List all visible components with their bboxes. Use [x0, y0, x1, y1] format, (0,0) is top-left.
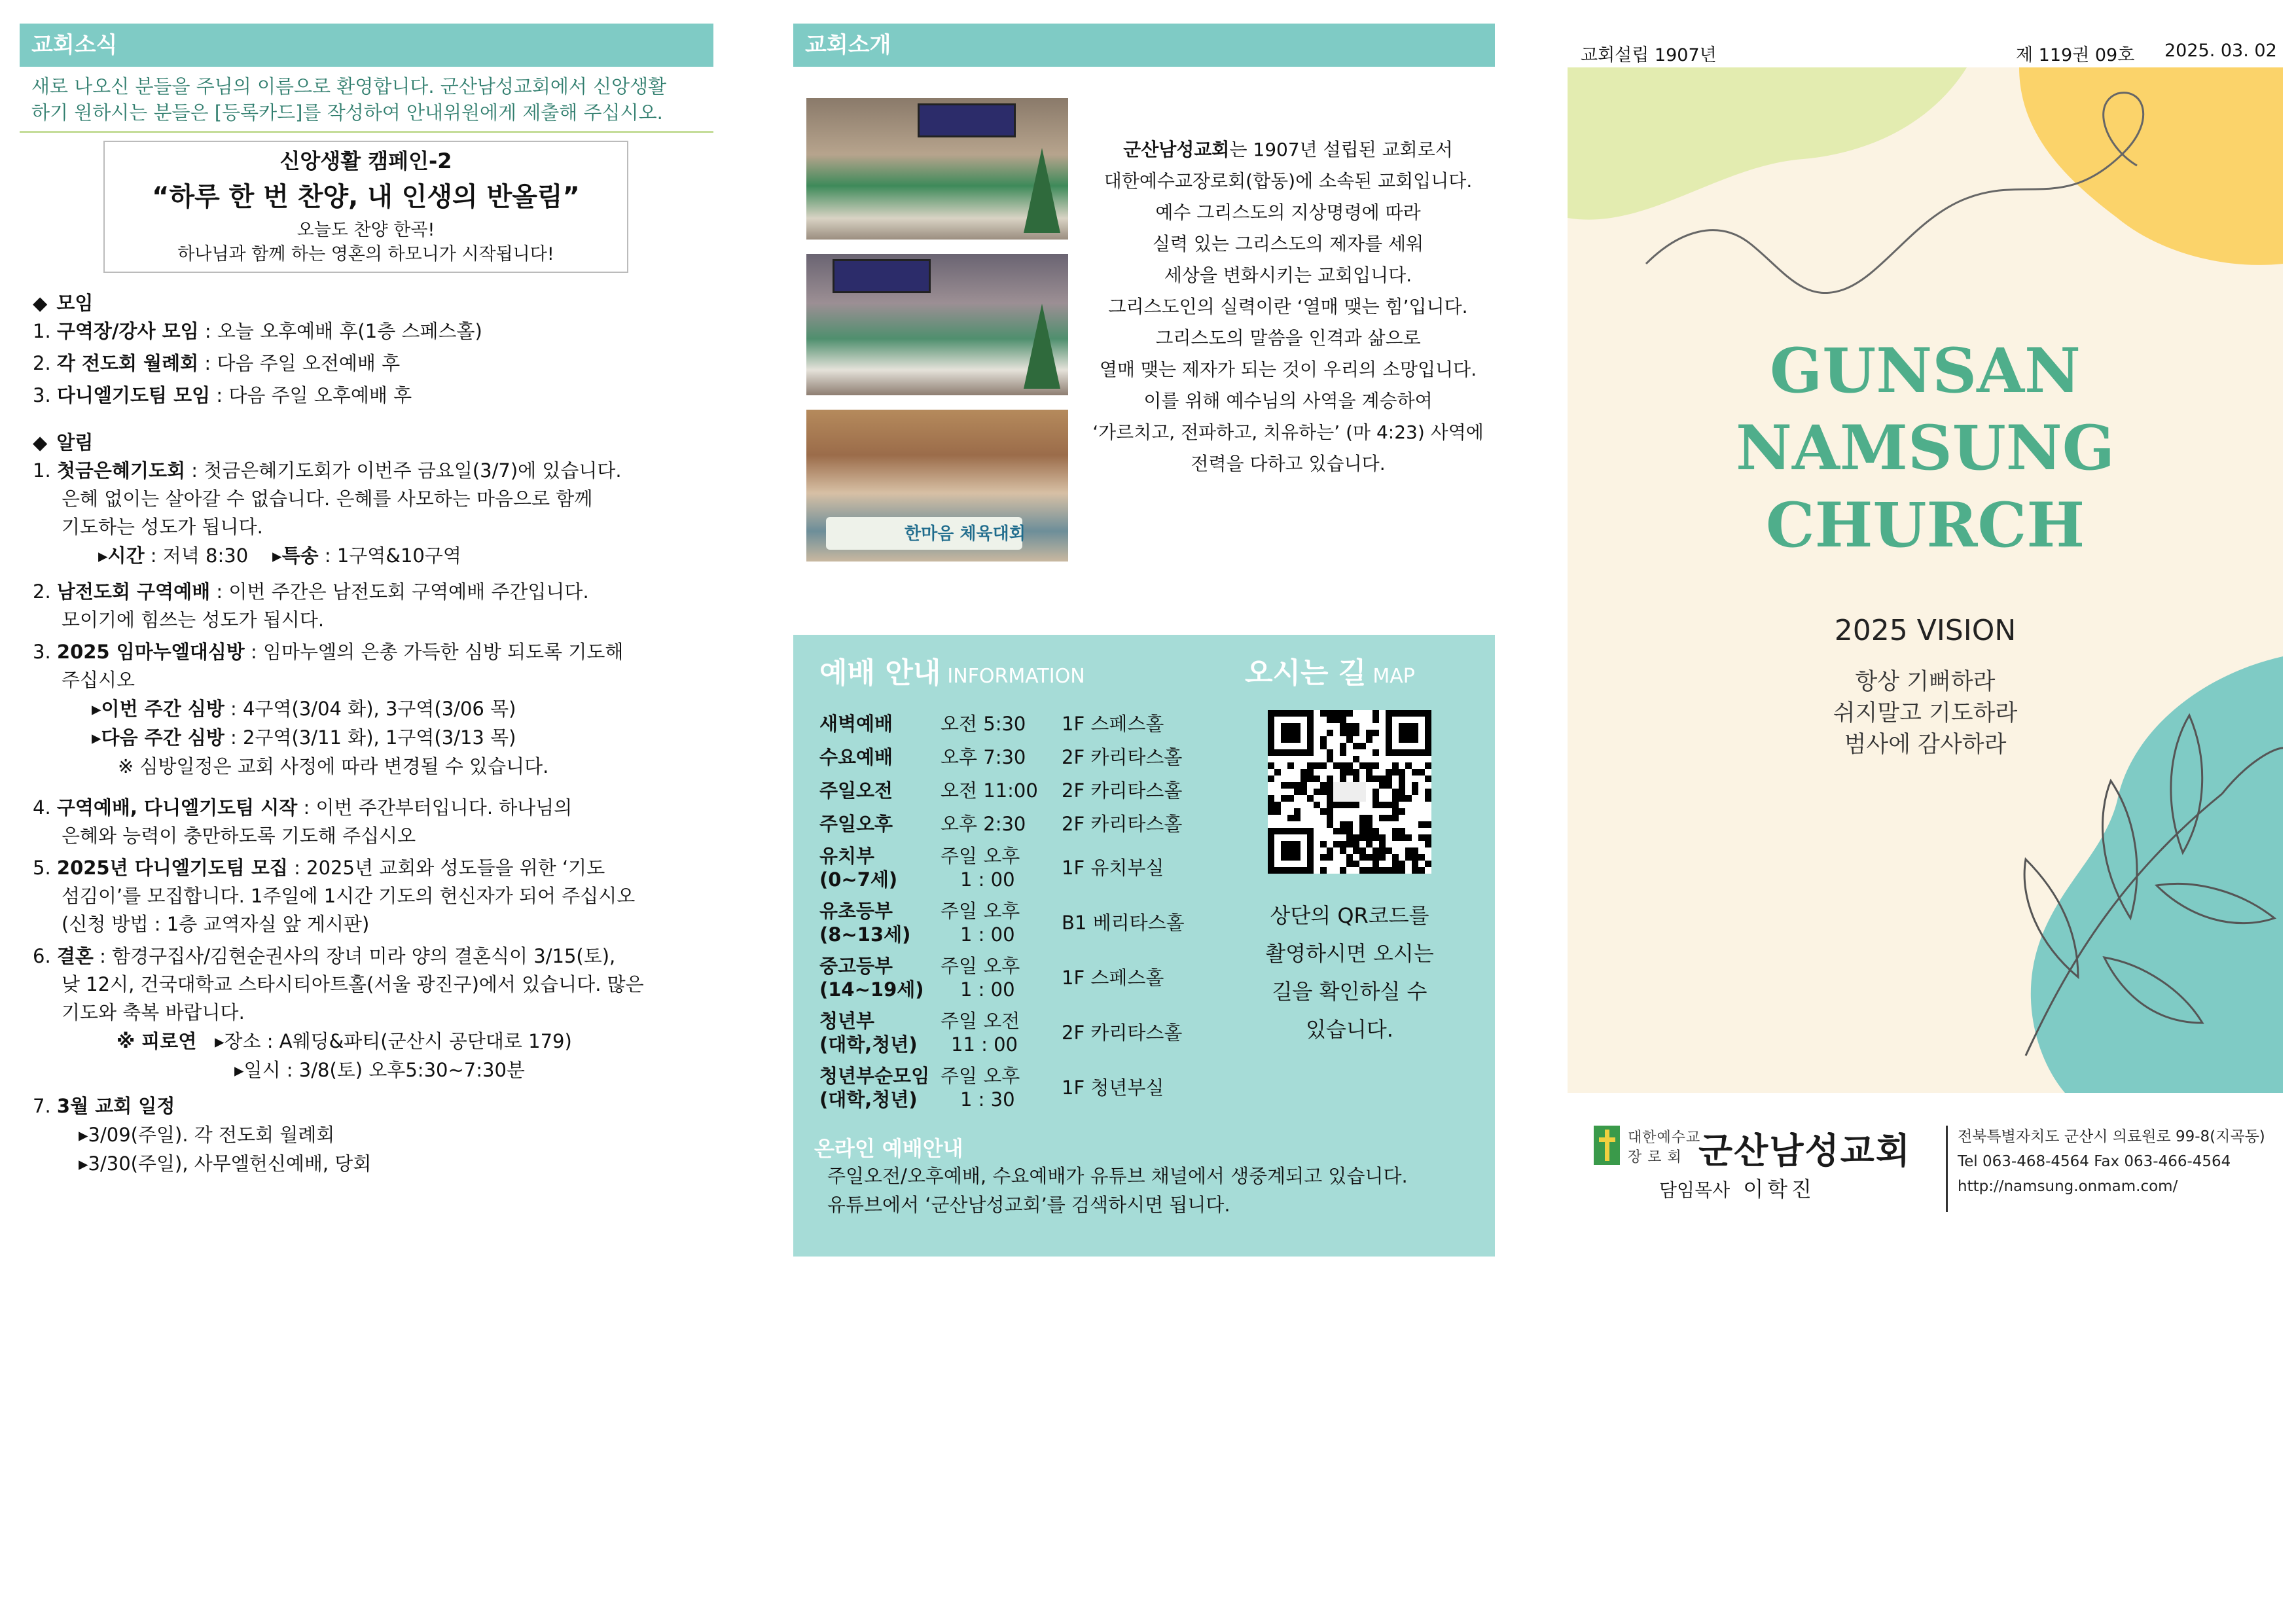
service-table: [819, 707, 1212, 1115]
item-text: 낮 12시, 건국대학교 스타시티아트홀(서울 광진구)에서 있습니다. 많은: [62, 973, 644, 995]
item-number: 2.: [33, 580, 51, 603]
item-label: 첫금은혜기도회: [56, 459, 185, 482]
heading-label: 알림: [56, 431, 94, 454]
item-text: 은혜와 능력이 충만하도록 기도해 주십시오: [62, 825, 416, 847]
news-column: [20, 0, 713, 1178]
memo-text: ▸장소 : A웨딩&파티(군산시 공단대로 179): [215, 1030, 572, 1052]
pastor-label: 담임목사: [1659, 1179, 1731, 1201]
name-line: (14~19세): [819, 978, 924, 1001]
service-name: [819, 954, 941, 1001]
item-number: 6.: [33, 945, 51, 967]
item-label: 결혼: [56, 945, 94, 967]
photo-gallery: [806, 98, 1068, 576]
time-line: 1 : 00: [960, 978, 1015, 1001]
time-line: 주일 오후: [941, 1065, 1020, 1087]
campaign-box: [103, 141, 628, 273]
notice-item: [33, 1092, 713, 1120]
service-place: 2F 카리타스홀: [1062, 1022, 1183, 1044]
title-line: CHURCH: [1765, 490, 2085, 562]
cover-title: [1568, 332, 2283, 564]
church-footer: [1568, 1113, 2283, 1217]
notice-item: [33, 578, 713, 634]
service-row: [819, 740, 1212, 774]
time-line: 1 : 30: [960, 1088, 1015, 1111]
item-label: 3월 교회 일정: [56, 1095, 175, 1117]
pastor-name: 이학진: [1743, 1177, 1816, 1202]
screen-shape: [833, 259, 931, 293]
notices-heading: [33, 429, 713, 455]
info-panel: [793, 635, 1495, 1257]
service-row: [819, 807, 1212, 840]
meeting-item: [33, 349, 713, 378]
online-heading: 온라인 예배안내: [814, 1136, 963, 1161]
verse-line: 쉬지말고 기도하라: [1833, 700, 2018, 726]
service-time: 오후 2:30: [941, 812, 1026, 835]
about-line: 세상을 변화시키는 교회입니다.: [1164, 264, 1412, 286]
campaign-title: “하루 한 번 찬양, 내 인생의 반올림”: [152, 182, 580, 212]
about-line: 실력 있는 그리스도의 제자를 세워: [1152, 233, 1424, 255]
sub-label: ▸이번 주간 심방: [92, 698, 224, 720]
notice-sub: [33, 723, 713, 752]
meeting-item: [33, 382, 713, 410]
decorative-shapes: [1568, 67, 2283, 1093]
welcome-line: 하기 원하시는 분들은 [등록카드]를 작성하여 안내위원에게 제출해 주십시오.: [31, 101, 663, 124]
item-text: 모이기에 힘쓰는 성도가 됩시다.: [62, 609, 325, 631]
banner-text: 한마음 체육대회: [905, 524, 1026, 544]
service-place: 1F 유치부실: [1062, 857, 1164, 879]
item-text: : 이번 주간부터입니다. 하나님의: [297, 796, 573, 819]
notice-item: [33, 457, 713, 541]
performance-photo: [806, 254, 1068, 395]
contact-info: [1958, 1124, 2265, 1199]
name-line: 중고등부: [819, 955, 893, 977]
church-name: 군산남성교회: [1123, 139, 1230, 160]
denomination-line: 대한예수교: [1628, 1130, 1701, 1146]
meeting-item: [33, 317, 713, 346]
service-name: 새벽예배: [819, 712, 893, 735]
service-name: 주일오전: [819, 779, 893, 802]
notice-sub: [33, 694, 713, 723]
item-text: (신청 방법 : 1층 교역자실 앞 게시판): [62, 913, 370, 935]
choir-photo: [806, 98, 1068, 240]
service-row: [819, 774, 1212, 807]
about-line: 전력을 다하고 있습니다.: [1191, 453, 1386, 474]
map-qr-code[interactable]: [1268, 710, 1431, 874]
about-line: 예수 그리스도의 지상명령에 따라: [1155, 202, 1421, 223]
about-line: [1081, 134, 1495, 166]
caption-line: 길을 확인하실 수: [1272, 979, 1427, 1004]
phone-text: Tel 063-468-4564 Fax 063-466-4564: [1958, 1153, 2231, 1170]
service-name: [819, 844, 941, 891]
denomination-label: [1628, 1128, 1700, 1168]
notice-note: ※ 심방일정은 교회 사정에 따라 변경될 수 있습니다.: [118, 755, 549, 777]
campaign-line: 오늘도 찬양 한곡!: [296, 220, 435, 240]
welcome-text: [20, 73, 713, 126]
qr-caption: [1245, 897, 1454, 1048]
item-label: 2025 임마누엘대심방: [56, 641, 245, 663]
date-label: 2025. 03. 02: [2164, 41, 2277, 61]
about-line: 이를 위해 예수님의 사역을 계승하여: [1143, 390, 1433, 412]
info-title: 예배 안내: [819, 656, 941, 690]
item-text: : 오늘 오후예배 후(1층 스페스홀): [198, 320, 482, 342]
notice-sub: [33, 541, 713, 570]
service-name: [819, 1064, 941, 1111]
name-line: 청년부순모임: [819, 1065, 930, 1087]
service-time: [941, 844, 1062, 891]
sub-text: : 1구역&10구역: [318, 544, 461, 567]
sub-label: ▸시간: [98, 544, 145, 567]
issue-label: 제 119권 09호: [2016, 45, 2135, 65]
title-line: NAMSUNG: [1736, 412, 2115, 484]
map-heading: [1245, 649, 1415, 691]
item-label: 구역예배, 다니엘기도팀 시작: [56, 796, 298, 819]
name-line: (대학,청년): [819, 1033, 918, 1056]
heading-label: 모임: [56, 292, 94, 314]
reception-memo: [33, 1027, 713, 1056]
campaign-line: 하나님과 함께 하는 영혼의 하모니가 시작됩니다!: [177, 244, 554, 264]
sub-label: ▸다음 주간 심방: [92, 726, 224, 749]
campaign-subtitle: 신앙생활 캠페인-2: [279, 149, 452, 173]
item-text: : 2025년 교회와 성도들을 위한 ‘기도: [287, 857, 605, 879]
service-time: 오후 7:30: [941, 745, 1026, 768]
item-text: 기도와 축복 바랍니다.: [62, 1001, 245, 1024]
item-text: 기도하는 성도가 됩니다.: [62, 516, 263, 538]
service-place: 2F 카리타스홀: [1062, 745, 1183, 768]
item-number: 5.: [33, 857, 51, 879]
tree-shape: [1024, 304, 1060, 389]
time-line: 11 : 00: [951, 1033, 1018, 1056]
time-line: 1 : 00: [960, 868, 1015, 891]
notice-item: [33, 794, 713, 850]
item-text: : 다음 주일 오전예배 후: [198, 352, 401, 374]
notice-item: [33, 942, 713, 1027]
cross-logo-icon: [1594, 1126, 1620, 1165]
memo-label: ※ 피로연: [117, 1030, 197, 1052]
service-name: 수요예배: [819, 745, 893, 768]
online-line: 유튜브에서 ‘군산남성교회’를 검색하시면 됩니다.: [827, 1194, 1230, 1216]
name-line: (대학,청년): [819, 1088, 918, 1111]
service-time: 오전 5:30: [941, 712, 1026, 735]
item-text: : 첫금은혜기도회가 이번주 금요일(3/7)에 있습니다.: [185, 459, 622, 482]
map-title: 오시는 길: [1245, 656, 1367, 690]
item-number: 7.: [33, 1095, 51, 1117]
service-time: 오전 11:00: [941, 779, 1038, 802]
item-number: 3.: [33, 641, 51, 663]
item-text: 은혜 없이는 살아갈 수 없습니다. 은혜를 사모하는 마음으로 함께: [62, 488, 593, 510]
verse-line: 범사에 감사하라: [1844, 732, 2007, 758]
service-row: [819, 840, 1212, 895]
intro-section-title: 교회소개: [793, 24, 1495, 67]
caption-line: 있습니다.: [1306, 1017, 1393, 1042]
welcome-line: 새로 나오신 분들을 주님의 이름으로 환영합니다. 군산남성교회에서 신앙생활: [31, 75, 667, 98]
notice-item: [33, 854, 713, 938]
item-number: 1.: [33, 459, 51, 482]
about-line: ‘가르치고, 전파하고, 치유하는’ (마 4:23) 사역에: [1092, 421, 1484, 443]
diamond-bullet-icon: ◆: [33, 292, 48, 314]
service-time: [941, 899, 1062, 946]
item-label: 남전도회 구역예배: [56, 580, 211, 603]
item-text: : 함경구집사/김현순권사의 장녀 미라 양의 결혼식이 3/15(토),: [93, 945, 616, 967]
service-time: [941, 954, 1062, 1001]
item-text: : 이번 주간은 남전도회 구역예배 주간입니다.: [210, 580, 589, 603]
online-line: 주일오전/오후예배, 수요예배가 유튜브 채널에서 생중계되고 있습니다.: [827, 1165, 1408, 1187]
name-line: 유치부: [819, 845, 875, 867]
vision-label: 2025 VISION: [1834, 614, 2017, 647]
cover-art: [1568, 67, 2283, 1093]
about-line: 그리스도인의 실력이란 ‘열매 맺는 힘’입니다.: [1108, 296, 1468, 317]
pastor-info: [1659, 1173, 1816, 1203]
service-row: [819, 1060, 1212, 1115]
item-label: 다니엘기도팀 모임: [56, 384, 211, 406]
item-text: 주십시오: [62, 669, 135, 691]
item-number: 1.: [33, 320, 51, 342]
service-name: 주일오후: [819, 812, 893, 835]
service-row: [819, 895, 1212, 950]
address-text: 전북특별자치도 군산시 의료원로 99-8(지곡동): [1958, 1128, 2265, 1145]
vision-verse: [1568, 666, 2283, 760]
item-label: 구역장/강사 모임: [56, 320, 199, 342]
sub-text: : 2구역(3/11 화), 1구역(3/13 목): [224, 726, 516, 749]
divider: [1946, 1126, 1948, 1212]
cover-column: [1568, 0, 2283, 1243]
name-line: 청년부: [819, 1010, 875, 1032]
intro-column: [793, 0, 1495, 1257]
caption-line: 상단의 QR코드를: [1270, 903, 1429, 928]
time-line: 주일 오전: [941, 1010, 1020, 1032]
about-text: [1081, 134, 1495, 480]
info-heading: [819, 649, 1085, 691]
map-subtitle: MAP: [1372, 665, 1415, 688]
sub-text: : 4구역(3/04 화), 3구역(3/06 목): [224, 698, 516, 720]
service-time: [941, 1009, 1062, 1056]
name-line: (8~13세): [819, 923, 911, 946]
time-line: 1 : 00: [960, 923, 1015, 946]
about-line: 그리스도의 말씀을 인격과 삶으로: [1155, 327, 1421, 349]
reception-memo: ▸일시 : 3/8(토) 오후5:30~7:30분: [234, 1059, 525, 1081]
sub-label: ▸특송: [272, 544, 319, 567]
item-number: 3.: [33, 384, 51, 406]
service-row: [819, 1005, 1212, 1060]
verse-line: 항상 기뻐하라: [1855, 669, 1996, 695]
item-label: 2025년 다니엘기도팀 모집: [56, 857, 288, 879]
notices-group: [20, 429, 713, 1178]
service-name: [819, 899, 941, 946]
time-line: 주일 오후: [941, 845, 1020, 867]
about-text-span: 는 1907년 설립된 교회로서: [1229, 139, 1453, 160]
service-place: 1F 청년부실: [1062, 1077, 1164, 1099]
notice-sub: ▸3/30(주일), 사무엘헌신예배, 당회: [79, 1152, 372, 1175]
screen-shape: [918, 103, 1016, 137]
diamond-bullet-icon: ◆: [33, 431, 48, 454]
name-line: (0~7세): [819, 868, 898, 891]
service-row: [819, 950, 1212, 1005]
meetings-group: [20, 290, 713, 410]
website-link[interactable]: http://namsung.onmam.com/: [1958, 1178, 2178, 1195]
sub-text: : 저녁 8:30: [144, 544, 249, 567]
notice-item: [33, 638, 713, 694]
item-text: : 임마누엘의 은총 가득한 심방 되도록 기도해: [244, 641, 624, 663]
meetings-heading: [33, 290, 713, 316]
item-text: 섬김이’를 모집합니다. 1주일에 1시간 기도의 헌신자가 되어 주십시오: [62, 885, 636, 907]
qr-code-icon: [1268, 710, 1431, 874]
group-photo: [806, 410, 1068, 562]
divider: [20, 131, 713, 133]
notice-sub: ▸3/09(주일). 각 전도회 월례회: [79, 1124, 335, 1146]
service-place: 2F 카리타스홀: [1062, 812, 1183, 835]
online-text: [827, 1162, 1408, 1219]
info-subtitle: INFORMATION: [947, 665, 1085, 688]
service-name: [819, 1009, 941, 1056]
church-logo-name: 군산남성교회: [1698, 1130, 1911, 1171]
service-place: 2F 카리타스홀: [1062, 779, 1183, 802]
service-row: [819, 707, 1212, 740]
item-text: : 다음 주일 오후예배 후: [210, 384, 412, 406]
about-line: 열매 맺는 제자가 되는 것이 우리의 소망입니다.: [1099, 359, 1477, 380]
service-place: 1F 스페스홀: [1062, 967, 1164, 989]
caption-line: 촬영하시면 오시는: [1265, 941, 1434, 966]
service-place: B1 베리타스홀: [1062, 912, 1185, 934]
founded-label: 교회설립 1907년: [1581, 45, 1717, 65]
about-line: 대한예수교장로회(합동)에 소속된 교회입니다.: [1103, 170, 1473, 192]
news-section-title: 교회소식: [20, 24, 713, 67]
item-number: 2.: [33, 352, 51, 374]
item-label: 각 전도회 월례회: [56, 352, 199, 374]
name-line: 유초등부: [819, 900, 893, 922]
title-line: GUNSAN: [1770, 335, 2081, 407]
service-time: [941, 1064, 1062, 1111]
tree-shape: [1024, 148, 1060, 233]
service-place: 1F 스페스홀: [1062, 712, 1164, 735]
time-line: 주일 오후: [941, 955, 1020, 977]
time-line: 주일 오후: [941, 900, 1020, 922]
item-number: 4.: [33, 796, 51, 819]
denomination-line: 장 로 회: [1628, 1149, 1682, 1166]
